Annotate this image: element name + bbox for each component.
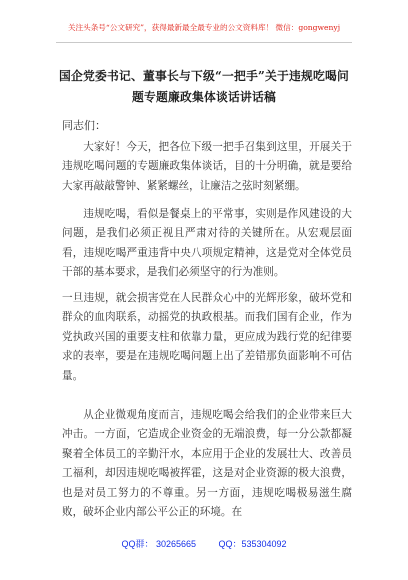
header-banner: 关注头条号“公文研究”，获得最新最全最专业的公文资料库！ 微信：gongwenyj [67, 23, 341, 32]
footer-qq-number: QQ：535304092 [218, 539, 287, 549]
document-title-line-1: 国企党委书记、董事长与下级“一把手”关于违规吃喝问 [59, 69, 349, 83]
paragraph-4: 从企业微观角度而言，违规吃喝会给我们的企业带来巨大冲击。一方面，它造成企业资金的无端浪费，每一分公款都凝聚着全体员工的辛勤汗水，本应用于企业的发展壮大、改善员工福利，却因违规吃喝被挥霍，这是对企业资源的极大浪费，也是对员工努力的不尊重。另一方面，违规吃喝极易滋生腐败，破坏企业内部公平公正的环境。在 [62, 409, 352, 519]
document-title [50, 66, 358, 108]
document-title-line-2: 题专题廉政集体谈话讲话稿 [132, 90, 276, 104]
salutation: 同志们： [62, 119, 106, 132]
footer-qq-group: QQ群： 30265665 [121, 539, 196, 549]
footer-contact [0, 537, 408, 550]
paragraph-3: 一旦违规，就会损害党在人民群众心中的光辉形象，破坏党和群众的血肉联系，动摇党的执政根基。而我们国有企业，作为党执政兴国的重要支柱和依靠力量，更应成为践行党的纪律要求的表率，要是在违规吃喝问题上出了差错那负面影响不可估量。 [62, 292, 352, 382]
paragraph-2: 违规吃喝，看似是餐桌上的平常事，实则是作风建设的大问题，是我们必须正视且严肃对待的关键所在。从宏观层面看，违规吃喝严重违背中央八项规定精神，这是党对全体党员干部的基本要求，是我们必须坚守的行为准则。 [62, 208, 352, 279]
header-divider [56, 42, 352, 43]
paragraph-1: 大家好！今天，把各位下级一把手召集到这里，开展关于违规吃喝问题的专题廉政集体谈话，目的十分明确，就是要给大家再敲敲警钟、紧紧螺丝，让廉洁之弦时刻紧绷。 [62, 141, 352, 192]
